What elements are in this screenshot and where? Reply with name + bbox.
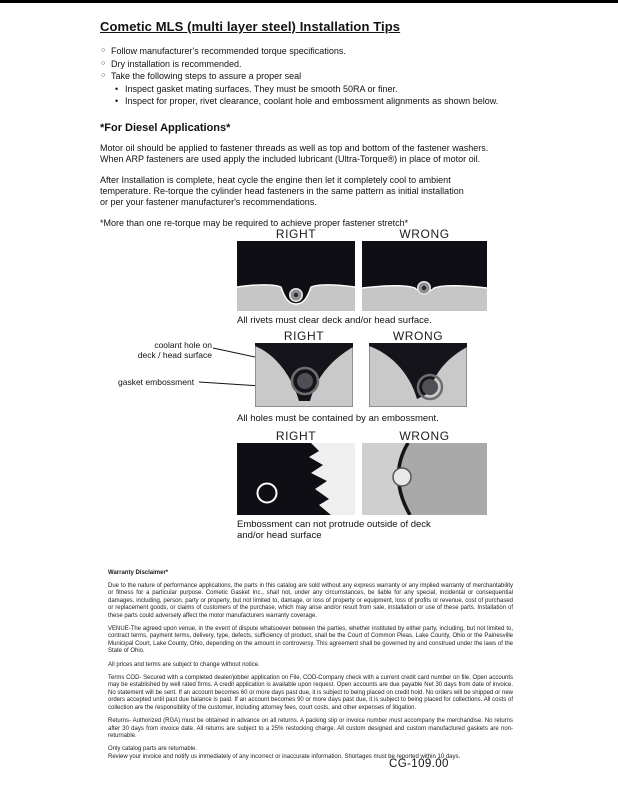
tip-text: Follow manufacturer's recommended torque specifications. xyxy=(111,46,346,56)
gasket-embossment-callout: gasket embossment xyxy=(118,377,195,387)
row1-right-label: RIGHT xyxy=(275,227,317,241)
subtip-item xyxy=(115,83,520,95)
subtip-item xyxy=(115,95,520,107)
rivet-right-diagram xyxy=(237,241,355,311)
legal-paragraph: VENUE-The agreed upon venue, in the event of dispute whatsoever between the parties, whether instituted by either party, including, but not limited to, contract terms, payment terms, delivery, type, defects, sufficiency of product, shall be the Court of Common Pleas, Lake County, Ohio or the Painesville Municipal Court, Lake County, Ohio, depending on the amount in controversy. This agreement shall be governed by and construed under the laws of the State of Ohio. xyxy=(108,626,513,655)
circle-bullet-icon: ○ xyxy=(101,59,106,67)
circle-bullet-icon: ○ xyxy=(101,72,106,79)
diesel-applications-heading: *For Diesel Applications* xyxy=(100,121,231,134)
embossment-wrong-diagram xyxy=(369,343,467,407)
embossment-right-diagram xyxy=(255,343,353,407)
tip-text: Dry installation is recommended. xyxy=(111,58,242,69)
legal-paragraph: Due to the nature of performance applications, the parts in this catalog are sold without any express warranty or any implied warranty of merchantability or fitness for a particular purpose. Cometic Gasket Inc., shall not, under any circumstances, be liable for any special, incidental or consequential damages, including, person, party or property, but not limited to, damage, or loss of property or equipment, loss of profits or revenue, cost of purchased or replacement goods, or claims of customers of the purchase, which may arise and/or result from sale, installation or use of these parts. Installation of these parts could adversely affect the motor manufacturers warranty coverage. xyxy=(108,583,513,619)
legal-paragraph: Returns- Authorized (RGA) must be obtained in advance on all returns. A packing slip or invoice number must accompany the merchandise. No returns after 30 days from invoice date. All returns are subject to a 25% restocking charge. All custom designed and custom manufactured gaskets are non-returnable. xyxy=(108,718,513,739)
dot-bullet-icon: • xyxy=(115,83,119,94)
subtip-text: Inspect gasket mating surfaces. They must be smooth 50RA or finer. xyxy=(125,83,398,94)
tip-text: Take the following steps to assure a proper seal xyxy=(111,71,302,81)
legal-paragraph: Only catalog parts are returnable. xyxy=(108,746,198,753)
paragraph-line: *More than one re-torque may be required to achieve proper fastener stretch* xyxy=(100,217,409,228)
subtip-text: Inspect for proper, rivet clearance, coolant hole and embossment alignments as shown below. xyxy=(125,95,499,106)
protrusion-wrong-diagram xyxy=(362,443,487,515)
legal-paragraph: All prices and terms are subject to change without notice. xyxy=(108,661,260,668)
row3-right-label: RIGHT xyxy=(275,429,317,443)
row1-wrong-label: WRONG xyxy=(399,227,450,241)
row3-wrong-label: WRONG xyxy=(399,429,450,443)
rivet-wrong-diagram xyxy=(362,241,487,311)
paragraph-line: Motor oil should be applied to fastener threads as well as top and bottom of the fastener washers. xyxy=(100,142,489,153)
warranty-disclaimer-heading: Warranty Disclaimer* xyxy=(108,570,169,576)
legal-paragraph: Review your invoice and notify us immediately of any incorrect or inaccurate information. Shortages must be reported within 10 days. xyxy=(108,753,461,760)
legal-block xyxy=(108,570,513,767)
row3-caption-line1: Embossment can not protrude outside of deck xyxy=(237,519,431,530)
page-code: CG-109.00 xyxy=(389,758,449,770)
dot-bullet-icon: • xyxy=(115,95,119,106)
row3-caption-line2: and/or head surface xyxy=(237,530,322,541)
tip-item xyxy=(100,58,520,71)
tip-item xyxy=(100,45,520,58)
paragraph-line: After Installation is complete, heat cycle the engine then let it completely cool to ambient xyxy=(100,174,451,185)
paragraph-line: or per your fastener manufacturer's recommendations. xyxy=(100,196,317,207)
tip-item xyxy=(100,70,520,83)
row2-caption: All holes must be contained by an embossment. xyxy=(237,413,439,424)
page-title: Cometic MLS (multi layer steel) Installation Tips xyxy=(100,19,401,34)
legal-paragraph: Terms COD- Secured with a completed dealer/jobber application on File, COD-Company check with a current credit card number on file. Open accounts may be established by well rated firms. A credit application is available upon request. Open accounts are due payable Net 30 days from date of invoice. No statement will be sent. If an account becomes 60 or more days past due, it is subject to being placed on credit hold. No orders will be shipped or new orders accepted until past due balance is paid. If an account becomes 90 or more days past due, it is subject to being placed for collections. All costs of collection are the responsibility of the customer, including attorney fees, court costs, and other expenses of litigation. xyxy=(108,675,513,711)
text-column xyxy=(100,19,520,239)
diesel-paragraph-1 xyxy=(100,143,520,165)
row2-right-label: RIGHT xyxy=(283,329,325,343)
diesel-paragraph-2 xyxy=(100,175,520,208)
callout-line: deck / head surface xyxy=(137,350,212,360)
callout-line: coolant hole on xyxy=(154,340,212,350)
circle-bullet-icon: ○ xyxy=(101,47,106,54)
paragraph-line: temperature. Re-torque the cylinder head fasteners in the same pattern as initial installation xyxy=(100,185,464,196)
paragraph-line: When ARP fasteners are used apply the included lubricant (Ultra-Torque®) in place of motor oil. xyxy=(100,153,481,164)
row1-caption: All rivets must clear deck and/or head surface. xyxy=(237,315,432,326)
protrusion-right-diagram xyxy=(237,443,355,515)
page-top-edge xyxy=(0,0,618,3)
row2-wrong-label: WRONG xyxy=(392,329,444,343)
